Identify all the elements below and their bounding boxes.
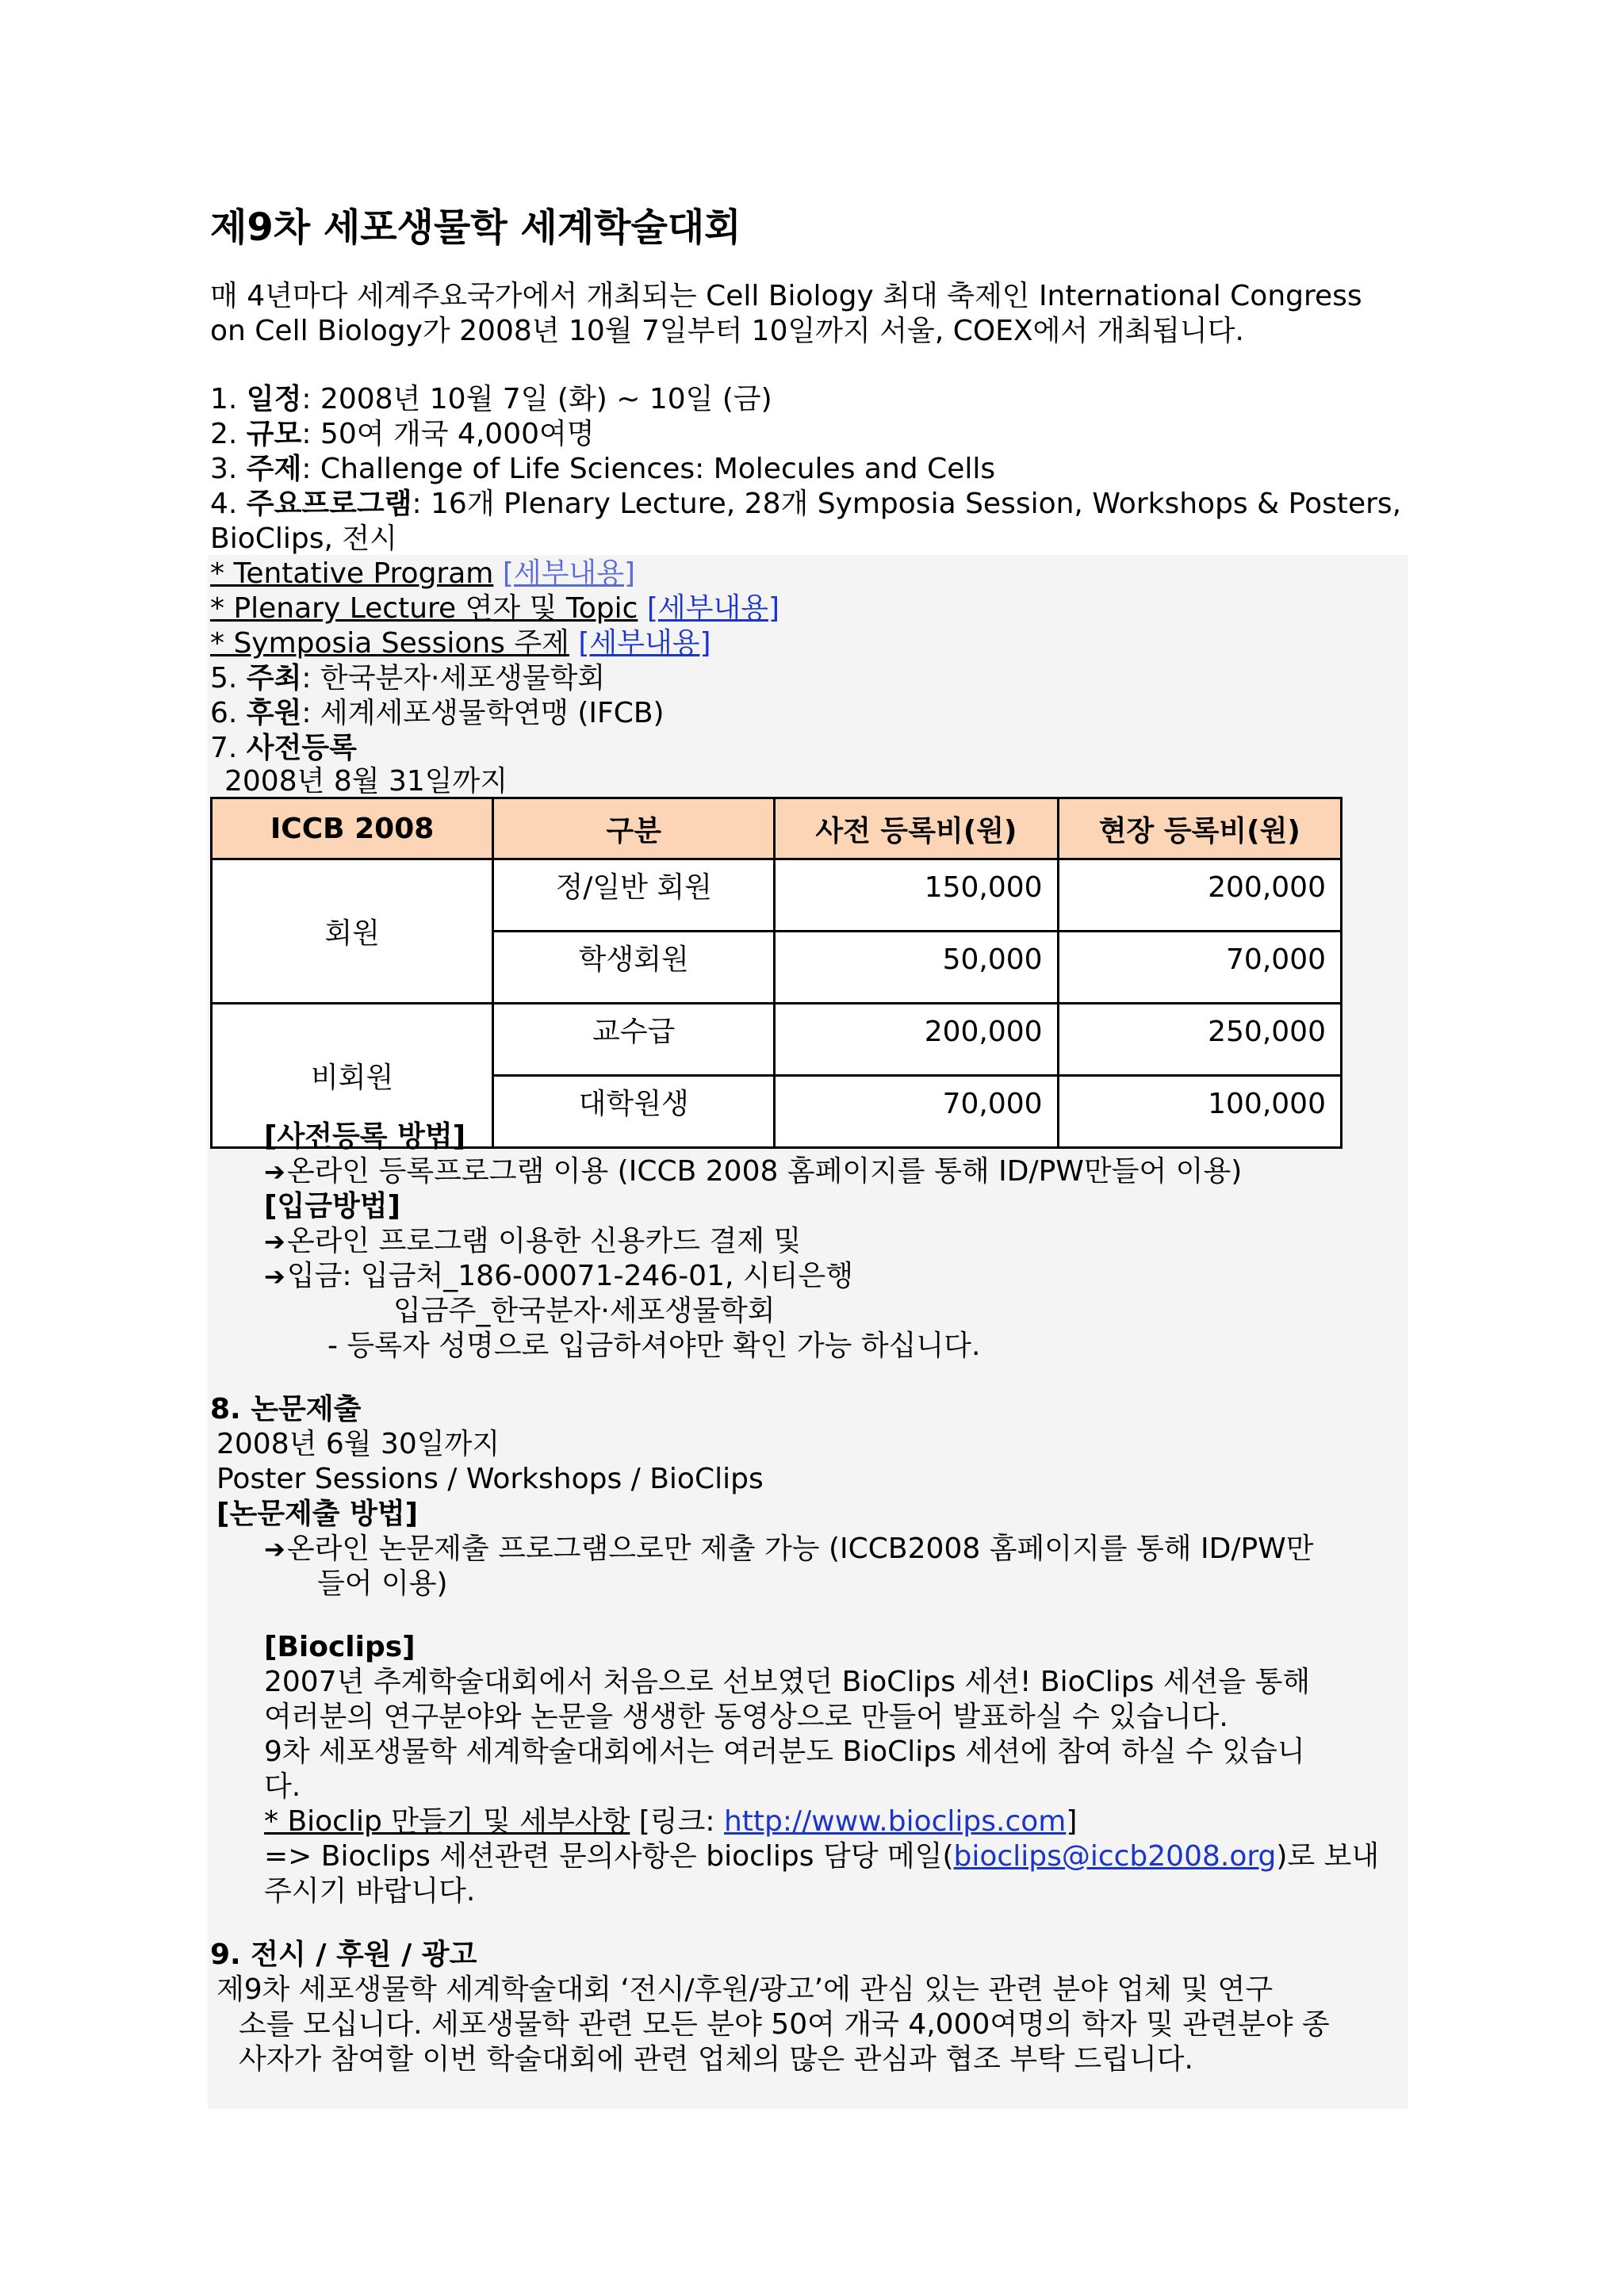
item-number: 3. (210, 453, 247, 485)
onsite-fee-cell: 100,000 (1058, 1076, 1341, 1148)
item-scale (210, 417, 595, 452)
paper-method-text: 온라인 논문제출 프로그램으로만 제출 가능 (ICCB2008 홈페이지를 통해 ID/PW만 (286, 1533, 1314, 1565)
bioclips-url-link[interactable]: http://www.bioclips.com (723, 1805, 1067, 1838)
item-program-cont: BioClips, 전시 (210, 522, 397, 555)
reg-method-line (264, 1154, 1242, 1189)
item-number: 4. (210, 488, 247, 520)
onsite-fee-cell: 200,000 (1058, 859, 1341, 932)
link-suffix: ] (1066, 1805, 1078, 1838)
paper-heading: 8. 논문제출 (210, 1393, 362, 1425)
pre-fee-cell: 200,000 (775, 1004, 1058, 1076)
arrow-icon: ➔ (264, 1261, 285, 1292)
item-theme (210, 452, 995, 487)
item-number: 2. (210, 418, 247, 450)
item-text: : 세계세포생물학연맹 (IFCB) (301, 697, 665, 729)
link-label[interactable]: * Plenary Lecture 연자 및 Topic (210, 592, 638, 625)
bioclips-contact-line (264, 1839, 1379, 1874)
reg-method-heading: [사전등록 방법] (264, 1120, 466, 1153)
tentative-program-link[interactable] (210, 557, 635, 591)
item-label: 후원 (246, 697, 302, 729)
payment-text: 온라인 프로그램 이용한 신용카드 결제 및 (286, 1225, 802, 1257)
link-label[interactable]: * Tentative Program (210, 557, 494, 590)
payment-line-4: - 등록자 성명으로 입금하셔야만 확인 가능 하십니다. (327, 1330, 981, 1362)
category-cell: 대학원생 (493, 1076, 775, 1148)
reg-method-text: 온라인 등록프로그램 이용 (ICCB 2008 홈페이지를 통해 ID/PW만들어 이용) (286, 1155, 1243, 1188)
pre-fee-cell: 50,000 (775, 932, 1058, 1004)
contact-prefix: => Bioclips 세션관련 문의사항은 bioclips 담당 메일( (264, 1840, 954, 1873)
item-label: 주제 (246, 453, 302, 485)
exhibit-line-3: 사자가 참여할 이번 학술대회에 관련 업체의 많은 관심과 협조 부탁 드립니다. (239, 2043, 1193, 2076)
exhibit-heading: 9. 전시 / 후원 / 광고 (210, 1938, 477, 1971)
item-label: 일정 (246, 383, 302, 415)
category-cell: 학생회원 (493, 932, 775, 1004)
header-cell: 구분 (493, 798, 775, 859)
paper-deadline: 2008년 6월 30일까지 (216, 1428, 500, 1460)
contact-suffix: )로 보내 (1276, 1840, 1380, 1873)
page-title: 제9차 세포생물학 세계학술대회 (210, 205, 741, 250)
bioclip-guide-link[interactable]: * Bioclip 만들기 및 세부사항 (264, 1805, 630, 1838)
item-host (210, 661, 605, 696)
item-label: 주최 (246, 662, 302, 695)
exhibit-line-1: 제9차 세포생물학 세계학술대회 ‘전시/후원/광고’에 관심 있는 관련 분야 업체 및 연구 (216, 1973, 1274, 2006)
table-row (212, 1004, 1342, 1076)
bioclips-line-1: 2007년 추계학술대회에서 처음으로 선보였던 BioClips 세션! BioClips 세션을 통해 (264, 1666, 1311, 1698)
arrow-icon: ➔ (264, 1157, 285, 1187)
item-number: 5. (210, 662, 247, 695)
bioclips-email-link[interactable]: bioclips@iccb2008.org (953, 1840, 1277, 1873)
item-label: 규모 (246, 418, 302, 450)
intro-line-1: 매 4년마다 세계주요국가에서 개최되는 Cell Biology 최대 축제인 International Congress (210, 280, 1362, 312)
paper-types: Poster Sessions / Workshops / BioClips (216, 1463, 764, 1495)
paper-method-heading: [논문제출 방법] (216, 1498, 419, 1530)
table-header-row (212, 798, 1342, 859)
bioclips-line-3: 9차 세포생물학 세계학술대회에서는 여러분도 BioClips 세션에 참여 하실 수 있습니 (264, 1735, 1305, 1768)
symposia-sessions-link[interactable] (210, 626, 711, 661)
arrow-icon: ➔ (264, 1226, 285, 1257)
item-sponsor (210, 696, 665, 731)
detail-link[interactable]: [세부내용] (578, 627, 711, 660)
item-text: : 50여 개국 4,000여명 (301, 418, 595, 450)
detail-link[interactable]: [세부내용] (502, 557, 636, 590)
header-cell: 현장 등록비(원) (1058, 798, 1341, 859)
bioclips-line-2: 여러분의 연구분야와 논문을 생생한 동영상으로 만들어 발표하실 수 있습니다. (264, 1701, 1228, 1733)
bioclips-heading: [Bioclips] (264, 1631, 416, 1663)
pre-fee-cell: 70,000 (775, 1076, 1058, 1148)
payment-heading: [입금방법] (264, 1190, 401, 1223)
item-number: 6. (210, 697, 247, 729)
bioclips-link-line (264, 1804, 1077, 1839)
payment-text: 입금: 입금처_186-00071-246-01, 시티은행 (286, 1260, 853, 1292)
detail-link[interactable]: [세부내용] (646, 592, 780, 625)
item-number: 1. (210, 383, 247, 415)
group-cell: 회원 (212, 859, 493, 1004)
item-text: : 한국분자·세포생물학회 (301, 662, 606, 695)
payment-line-2 (264, 1259, 853, 1294)
item-text: : Challenge of Life Sciences: Molecules and Cells (301, 453, 996, 485)
item-number: 7. (210, 732, 247, 764)
bioclips-contact-line-2: 주시기 바랍니다. (264, 1875, 476, 1908)
exhibit-line-2: 소를 모십니다. 세포생물학 관련 모든 분야 50여 개국 4,000여명의 학자 및 관련분야 종 (239, 2008, 1330, 2041)
plenary-lecture-link[interactable] (210, 591, 779, 626)
header-cell: 사전 등록비(원) (775, 798, 1058, 859)
registration-fee-table (210, 797, 1342, 1149)
item-text: : 16개 Plenary Lecture, 28개 Symposia Session, Workshops & Posters, (412, 488, 1402, 520)
arrow-icon: ➔ (264, 1534, 285, 1564)
link-prefix: [링크: (630, 1805, 724, 1838)
item-label: 주요프로그램 (246, 488, 412, 520)
item-schedule (210, 382, 772, 417)
category-cell: 정/일반 회원 (493, 859, 775, 932)
paper-method-line-1 (264, 1532, 1314, 1567)
group-cell: 비회원 (212, 1004, 493, 1148)
onsite-fee-cell: 70,000 (1058, 932, 1341, 1004)
intro-line-2: on Cell Biology가 2008년 10월 7일부터 10일까지 서울, COEX에서 개최됩니다. (210, 315, 1244, 347)
item-preregistration (210, 731, 357, 766)
item-label: 사전등록 (246, 732, 357, 764)
pre-fee-cell: 150,000 (775, 859, 1058, 932)
registration-deadline: 2008년 8월 31일까지 (224, 765, 508, 798)
category-cell: 교수급 (493, 1004, 775, 1076)
header-cell: ICCB 2008 (212, 798, 493, 859)
link-label[interactable]: * Symposia Sessions 주제 (210, 627, 569, 660)
onsite-fee-cell: 250,000 (1058, 1004, 1341, 1076)
table-row (212, 859, 1342, 932)
payment-line-1 (264, 1224, 801, 1259)
item-text: : 2008년 10월 7일 (화) ~ 10일 (금) (301, 383, 772, 415)
bioclips-line-4: 다. (264, 1770, 301, 1803)
payment-line-3: 입금주_한국분자·세포생물학회 (393, 1295, 776, 1327)
paper-method-line-2: 들어 이용) (317, 1567, 448, 1600)
item-program (210, 487, 1401, 522)
